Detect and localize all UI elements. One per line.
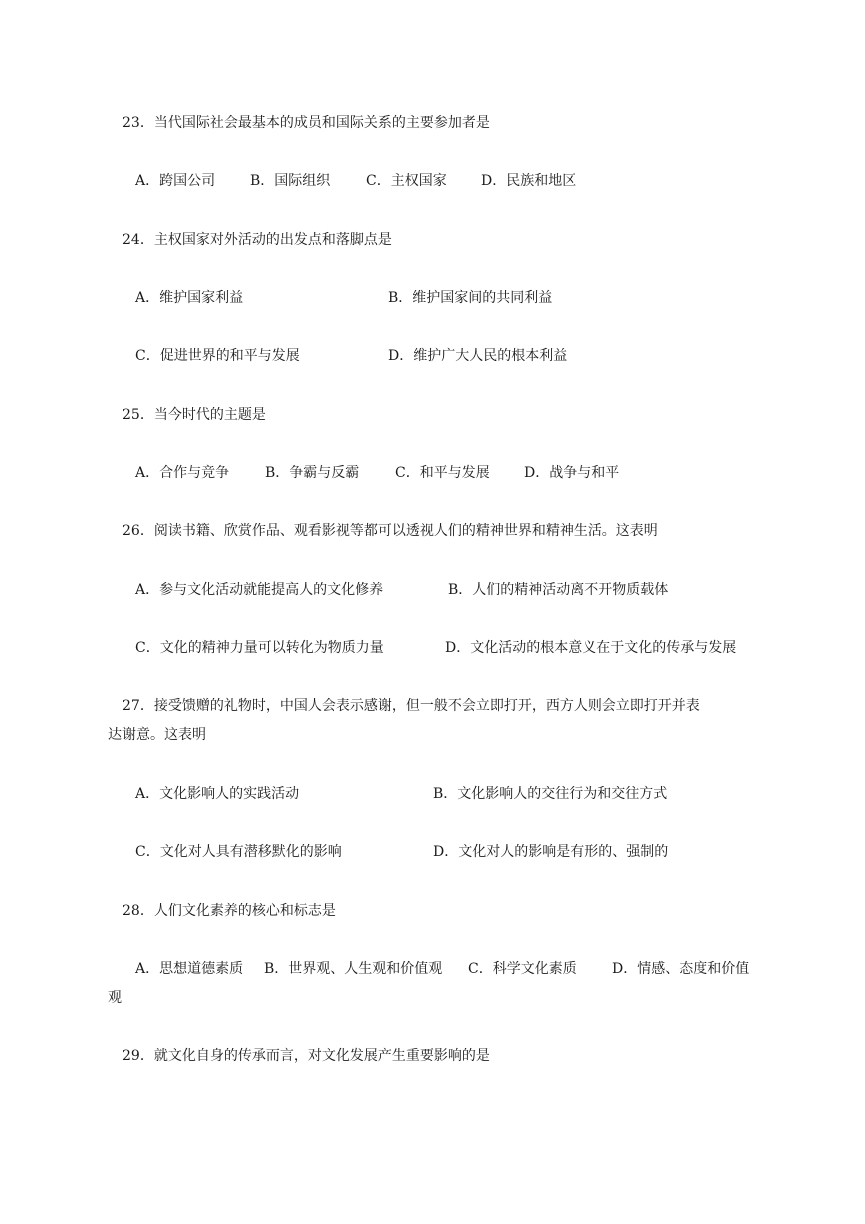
question-24-stem: 24．主权国家对外活动的出发点和落脚点是	[122, 232, 392, 248]
question-27-option-c: C．文化对人具有潜移默化的影响	[135, 844, 342, 860]
question-25-stem: 25．当今时代的主题是	[122, 407, 266, 423]
question-28-option-d: D．情感、态度和价值	[612, 961, 750, 977]
question-25-option-c: C．和平与发展	[395, 465, 490, 481]
question-27-stem-line-1: 27．接受馈赠的礼物时，中国人会表示感谢，但一般不会立即打开，西方人则会立即打开并表	[122, 698, 700, 714]
question-28-option-b: B．世界观、人生观和价值观	[264, 961, 443, 977]
question-24-option-d: D．维护广大人民的根本利益	[388, 348, 568, 364]
question-28-option-d-wrap: 观	[108, 990, 122, 1006]
question-27-option-a: A．文化影响人的实践活动	[135, 786, 300, 802]
question-24-option-b: B．维护国家间的共同利益	[388, 290, 553, 306]
question-23-option-a: A．跨国公司	[135, 173, 216, 189]
question-26-option-a: A．参与文化活动就能提高人的文化修养	[135, 582, 384, 598]
question-24-option-a: A．维护国家利益	[135, 290, 244, 306]
question-28-stem: 28．人们文化素养的核心和标志是	[122, 903, 336, 919]
question-23-stem: 23．当代国际社会最基本的成员和国际关系的主要参加者是	[122, 115, 490, 131]
question-29-stem: 29．就文化自身的传承而言，对文化发展产生重要影响的是	[122, 1048, 490, 1064]
question-27-option-b: B．文化影响人的交往行为和交往方式	[433, 786, 668, 802]
question-28-option-c: C．科学文化素质	[468, 961, 577, 977]
question-25-option-b: B．争霸与反霸	[265, 465, 360, 481]
question-25-option-a: A．合作与竞争	[135, 465, 230, 481]
question-26-option-b: B．人们的精神活动离不开物质载体	[448, 582, 669, 598]
question-24-option-c: C．促进世界的和平与发展	[135, 348, 300, 364]
question-26-option-c: C．文化的精神力量可以转化为物质力量	[135, 640, 384, 656]
question-23-option-c: C．主权国家	[366, 173, 447, 189]
question-25-option-d: D．战争与和平	[524, 465, 620, 481]
question-23-option-b: B．国际组织	[250, 173, 331, 189]
question-26-option-d: D．文化活动的根本意义在于文化的传承与发展	[445, 640, 737, 656]
question-27-option-d: D．文化对人的影响是有形的、强制的	[433, 844, 669, 860]
question-28-option-a: A．思想道德素质	[135, 961, 244, 977]
question-23-option-d: D．民族和地区	[481, 173, 577, 189]
question-26-stem: 26．阅读书籍、欣赏作品、观看影视等都可以透视人们的精神世界和精神生活。这表明	[122, 523, 658, 539]
question-27-stem-line-2: 达谢意。这表明	[108, 727, 206, 743]
